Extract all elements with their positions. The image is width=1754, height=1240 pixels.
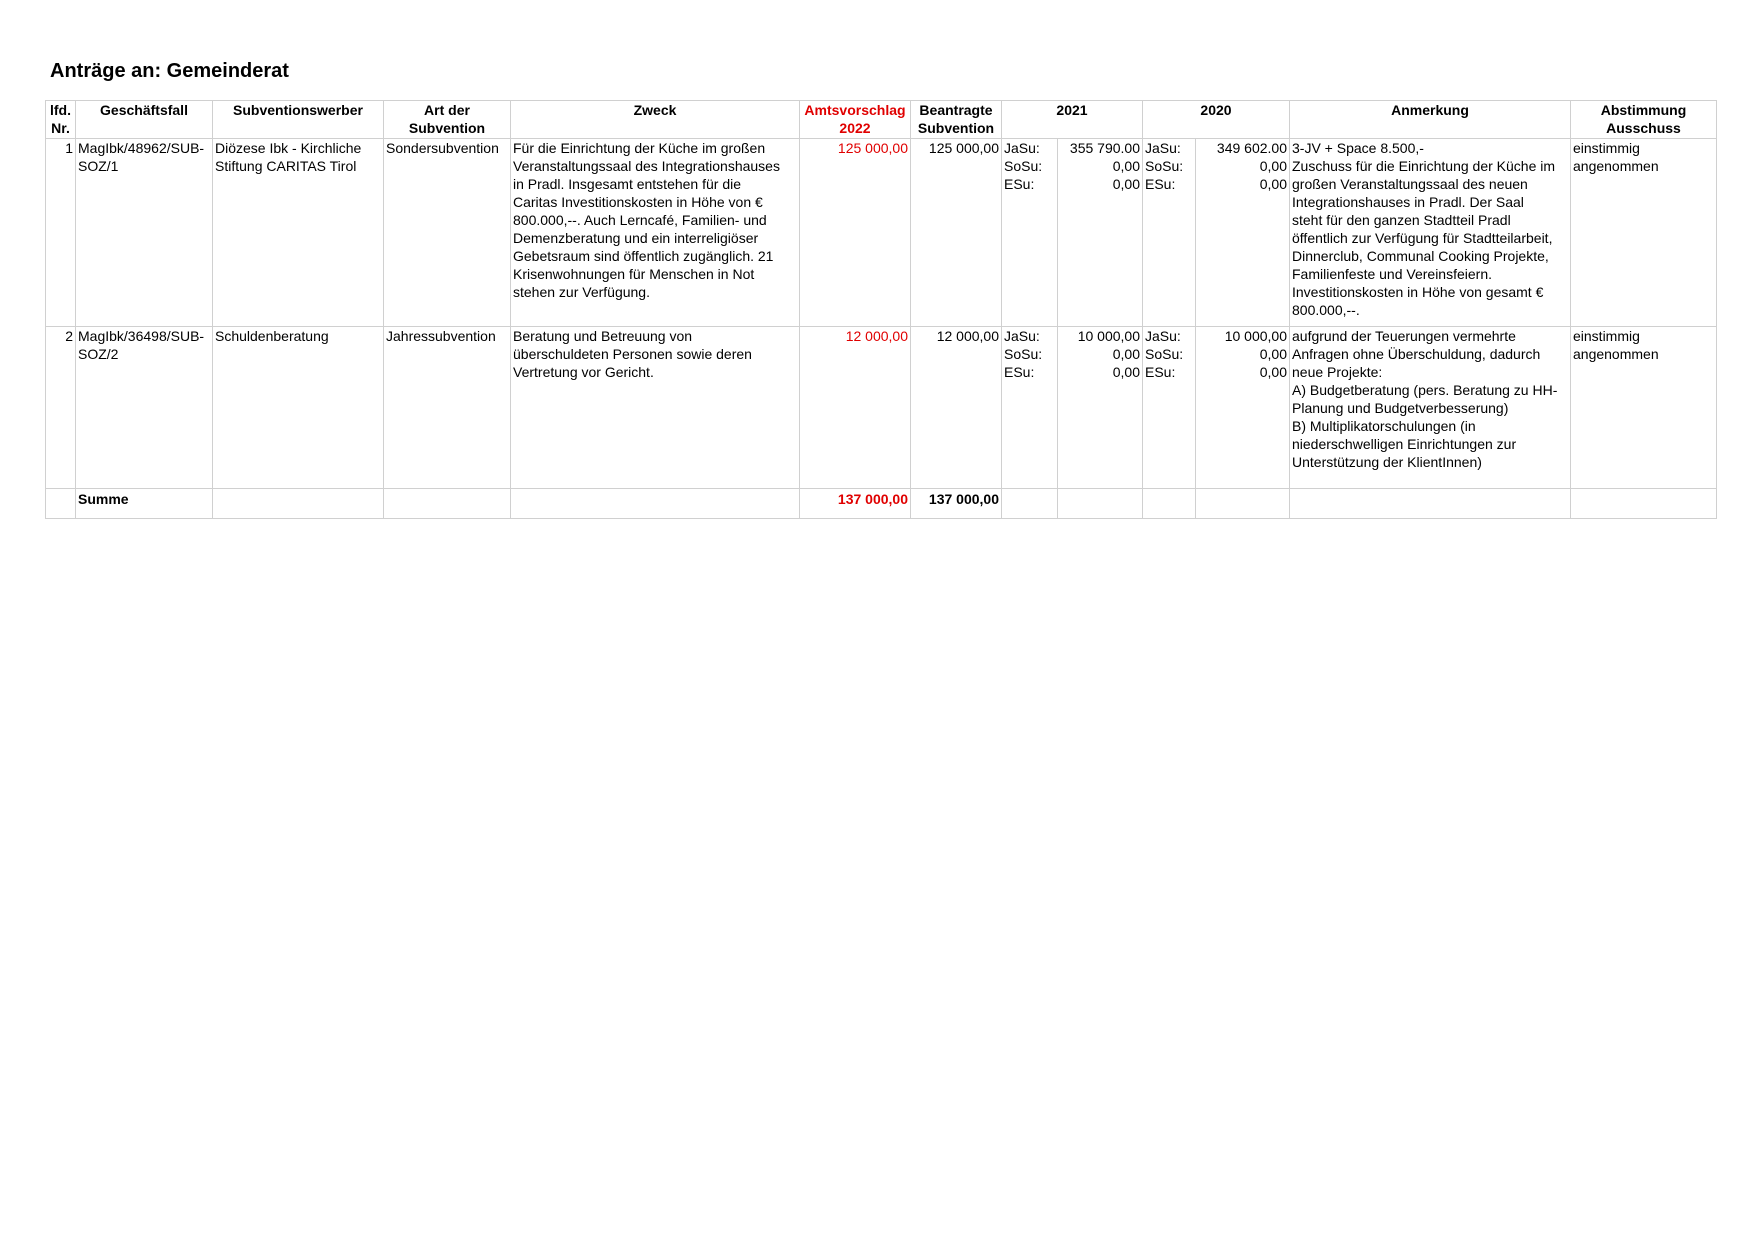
header-anmerkung: Anmerkung xyxy=(1290,101,1571,139)
row-subventionswerber: Diözese Ibk - Kirchliche Stiftung CARITAS Tirol xyxy=(213,139,384,327)
row-number: 2 xyxy=(46,327,76,489)
header-art-der-subvention: Art der Subvention xyxy=(384,101,511,139)
summe-empty-cell xyxy=(511,489,800,519)
row-2021-values: 355 790.00 0,00 0,00 xyxy=(1058,139,1143,327)
row-2021-labels: JaSu: SoSu: ESu: xyxy=(1002,139,1058,327)
row-2020-values: 349 602.00 0,00 0,00 xyxy=(1196,139,1290,327)
summe-empty-cell xyxy=(1143,489,1196,519)
header-year-2020: 2020 xyxy=(1143,101,1290,139)
row-geschaeftsfall: MagIbk/48962/SUB- SOZ/1 xyxy=(76,139,213,327)
row-zweck: Beratung und Betreuung von überschuldeten Personen sowie deren Vertretung vor Gericht. xyxy=(511,327,800,489)
row-2021-values: 10 000,00 0,00 0,00 xyxy=(1058,327,1143,489)
row-art: Sondersubvention xyxy=(384,139,511,327)
row-abstimmung: einstimmig angenommen xyxy=(1571,327,1717,489)
row-beantragt: 125 000,00 xyxy=(911,139,1002,327)
summe-row xyxy=(46,489,1717,519)
header-amtsvorschlag: Amtsvorschlag 2022 xyxy=(800,101,911,139)
table-header-row xyxy=(46,101,1717,139)
table-row xyxy=(46,139,1717,327)
header-abstimmung-ausschuss: Abstimmung Ausschuss xyxy=(1571,101,1717,139)
header-zweck: Zweck xyxy=(511,101,800,139)
summe-empty-cell xyxy=(384,489,511,519)
header-subventionswerber: Subventionswerber xyxy=(213,101,384,139)
row-anmerkung: 3-JV + Space 8.500,- Zuschuss für die Einrichtung der Küche im großen Veranstaltungssaal des neuen Integrationshauses in Pradl. Der Saal steht für den ganzen Stadtteil Pradl öffentlich zur Verfügung für Stadtteilarbeit, Dinnerclub, Communal Cooking Projekte, Familienfeste und Vereinsfeiern. Investitionskosten in Höhe von gesamt € 800.000,--. xyxy=(1290,139,1571,327)
summe-amtsvorschlag: 137 000,00 xyxy=(800,489,911,519)
row-subventionswerber: Schuldenberatung xyxy=(213,327,384,489)
header-geschaeftsfall: Geschäftsfall xyxy=(76,101,213,139)
row-abstimmung: einstimmig angenommen xyxy=(1571,139,1717,327)
header-year-2021: 2021 xyxy=(1002,101,1143,139)
row-art: Jahressubvention xyxy=(384,327,511,489)
row-2020-values: 10 000,00 0,00 0,00 xyxy=(1196,327,1290,489)
summe-beantragt: 137 000,00 xyxy=(911,489,1002,519)
row-amtsvorschlag: 12 000,00 xyxy=(800,327,911,489)
row-geschaeftsfall: MagIbk/36498/SUB- SOZ/2 xyxy=(76,327,213,489)
summe-empty-cell xyxy=(1196,489,1290,519)
row-zweck: Für die Einrichtung der Küche im großen Veranstaltungssaal des Integrationshauses in Pradl. Insgesamt entstehen für die Caritas Investitionskosten in Höhe von € 800.000,--. Auch Lerncafé, Familien- und Demenzberatung und ein interreligiöser Gebetsraum sind öffentlich zugänglich. 21 Krisenwohnungen für Menschen in Not stehen zur Verfügung. xyxy=(511,139,800,327)
row-beantragt: 12 000,00 xyxy=(911,327,1002,489)
table-row xyxy=(46,327,1717,489)
header-lfd-nr: lfd. Nr. xyxy=(46,101,76,139)
row-2021-labels: JaSu: SoSu: ESu: xyxy=(1002,327,1058,489)
row-2020-labels: JaSu: SoSu: ESu: xyxy=(1143,139,1196,327)
row-amtsvorschlag: 125 000,00 xyxy=(800,139,911,327)
row-2020-labels: JaSu: SoSu: ESu: xyxy=(1143,327,1196,489)
page-title: Anträge an: Gemeinderat xyxy=(50,60,289,82)
row-number: 1 xyxy=(46,139,76,327)
summe-empty-cell xyxy=(1571,489,1717,519)
summe-empty-cell xyxy=(46,489,76,519)
row-anmerkung: aufgrund der Teuerungen vermehrte Anfragen ohne Überschuldung, dadurch neue Projekte: A) Budgetberatung (pers. Beratung zu HH- Planung und Budgetverbesserung) B) Multiplikatorschulungen (in niederschwelligen Einrichtungen zur Unterstützung der KlientInnen) xyxy=(1290,327,1571,489)
header-beantragte-subvention: Beantragte Subvention xyxy=(911,101,1002,139)
summe-label: Summe xyxy=(76,489,213,519)
summe-empty-cell xyxy=(1058,489,1143,519)
summe-empty-cell xyxy=(213,489,384,519)
subsidy-table xyxy=(45,100,1717,519)
summe-empty-cell xyxy=(1002,489,1058,519)
summe-empty-cell xyxy=(1290,489,1571,519)
